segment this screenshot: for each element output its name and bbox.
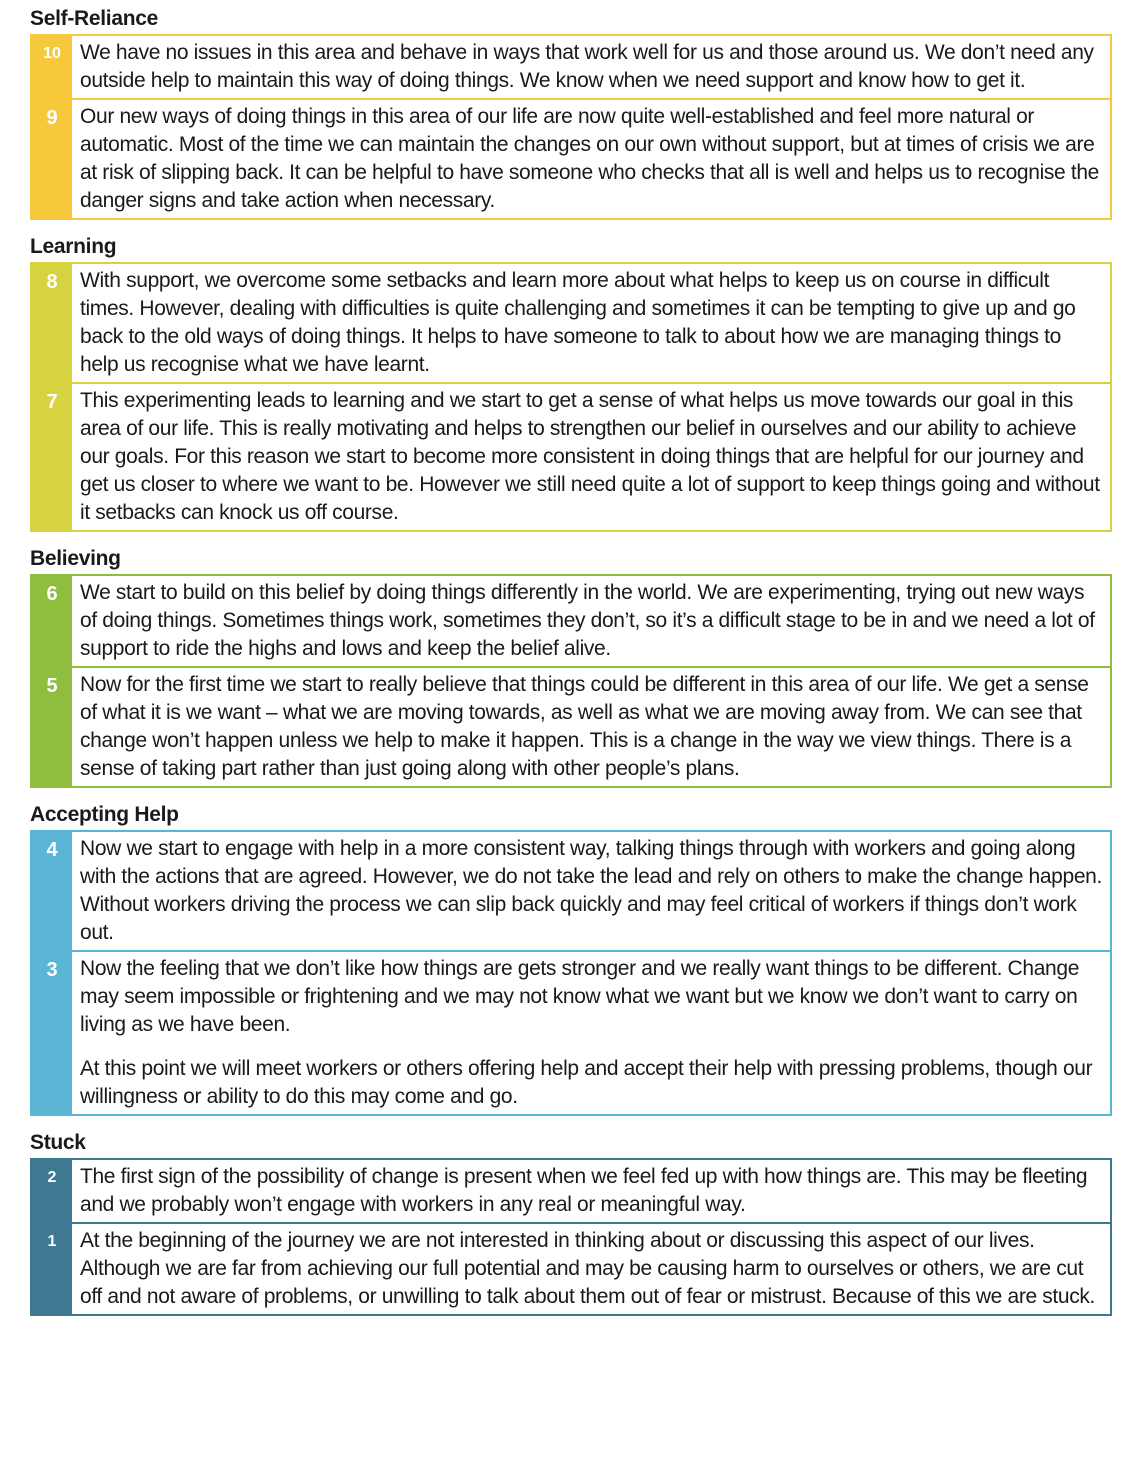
stage-row-9: [32, 98, 1110, 218]
stage-paragraph: At this point we will meet workers or others offering help and accept their help with pressing problems, though our willingness or ability to do this may come and go.: [80, 1057, 1093, 1108]
stage-row-7: [32, 382, 1110, 530]
stage-paragraph: At the beginning of the journey we are not interested in thinking about or discussing this aspect of our lives. Although we are far from achieving our full potential and may be causing harm to ourselves or others, we are cut off and not aware of problems, or unwilling to talk about them out of fear or mistrust. Because of this we are stuck.: [80, 1229, 1096, 1308]
stage-description: [72, 952, 1110, 1114]
stage-group-believing: [30, 574, 1112, 788]
stage-number-badge: 5: [32, 668, 72, 786]
section-title-learning: Learning: [30, 235, 117, 258]
stage-row-1: [32, 1222, 1110, 1314]
stage-paragraph: Now we start to engage with help in a more consistent way, talking things through with workers and going along with the actions that are agreed. However, we do not take the lead and rely on others to make the change happen. Without workers driving the process we can slip back quickly and may feel critical of workers if things don’t work out.: [80, 837, 1102, 944]
stage-number-badge: 8: [32, 264, 72, 382]
stage-number-badge: 10: [32, 36, 72, 98]
stage-paragraph: With support, we overcome some setbacks and learn more about what helps to keep us on course in difficult times. However, dealing with difficulties is quite challenging and sometimes it can be tempting to give up and go back to the old ways of doing things. It helps to have someone to talk to about how we are managing things to help us recognise what we have learnt.: [80, 269, 1076, 376]
stage-paragraph: Now for the first time we start to really believe that things could be different in this area of our life. We get a sense of what it is we want – what we are moving towards, as well as what we are moving away from. We can see that change won’t happen unless we help to make it happen. This is a change in the way we view things. There is a sense of taking part rather than just going along with other people’s plans.: [80, 673, 1089, 780]
stage-description: [72, 668, 1110, 786]
journey-of-change-document: [30, 0, 1112, 1324]
stage-group-self-reliance: [30, 34, 1112, 220]
section-title-stuck: Stuck: [30, 1131, 86, 1154]
stage-row-8: [32, 264, 1110, 382]
stage-description: [72, 384, 1110, 530]
stage-number-badge: 6: [32, 576, 72, 666]
stage-number-badge: 3: [32, 952, 72, 1114]
stage-row-2: [32, 1160, 1110, 1222]
stage-description: [72, 832, 1110, 950]
stage-description: [72, 36, 1110, 98]
stage-row-4: [32, 832, 1110, 950]
section-title-believing: Believing: [30, 547, 121, 570]
section-title-accepting-help: Accepting Help: [30, 803, 179, 826]
stage-paragraph: We start to build on this belief by doing things differently in the world. We are experimenting, trying out new ways of doing things. Sometimes things work, sometimes they don’t, so it’s a difficult stage to be in and we need a lot of support to ride the highs and lows and keep the belief alive.: [80, 581, 1095, 660]
stage-number-badge: 9: [32, 100, 72, 218]
stage-group-accepting-help: [30, 830, 1112, 1116]
stage-paragraph: Our new ways of doing things in this area of our life are now quite well-established and feel more natural or automatic. Most of the time we can maintain the changes on our own without support, but at times of crisis we are at risk of slipping back. It can be helpful to have someone who checks that all is well and helps us to recognise the danger signs and take action when necessary.: [80, 105, 1099, 212]
stage-group-learning: [30, 262, 1112, 532]
stage-description: [72, 1224, 1110, 1314]
stage-paragraph: This experimenting leads to learning and we start to get a sense of what helps us move towards our goal in this area of our life. This is really motivating and helps to strengthen our belief in ourselves and our ability to achieve our goals. For this reason we start to become more consistent in doing things that are helpful for our journey and get us closer to where we want to be. However we still need quite a lot of support to keep things going and without it setbacks can knock us off course.: [80, 389, 1100, 524]
stage-paragraph: The first sign of the possibility of change is present when we feel fed up with how things are. This may be fleeting and we probably won’t engage with workers in any real or meaningful way.: [80, 1165, 1088, 1216]
stage-group-stuck: [30, 1158, 1112, 1316]
stage-paragraph: We have no issues in this area and behave in ways that work well for us and those around us. We don’t need any outside help to maintain this way of doing things. We know when we need support and know how to get it.: [80, 41, 1094, 92]
stage-description: [72, 1160, 1110, 1222]
stage-description: [72, 100, 1110, 218]
stage-number-badge: 4: [32, 832, 72, 950]
stage-description: [72, 576, 1110, 666]
stage-row-6: [32, 576, 1110, 666]
stage-row-3: [32, 950, 1110, 1114]
stage-description: [72, 264, 1110, 382]
stage-number-badge: 7: [32, 384, 72, 530]
stage-row-5: [32, 666, 1110, 786]
stage-row-10: [32, 36, 1110, 98]
stage-paragraph: Now the feeling that we don’t like how things are gets stronger and we really want things to be different. Change may seem impossible or frightening and we may not know what we want but we know we don’t want to carry on living as we have been.: [80, 957, 1080, 1036]
stage-number-badge: 2: [32, 1160, 72, 1222]
stage-number-badge: 1: [32, 1224, 72, 1314]
section-title-self-reliance: Self-Reliance: [30, 7, 158, 30]
